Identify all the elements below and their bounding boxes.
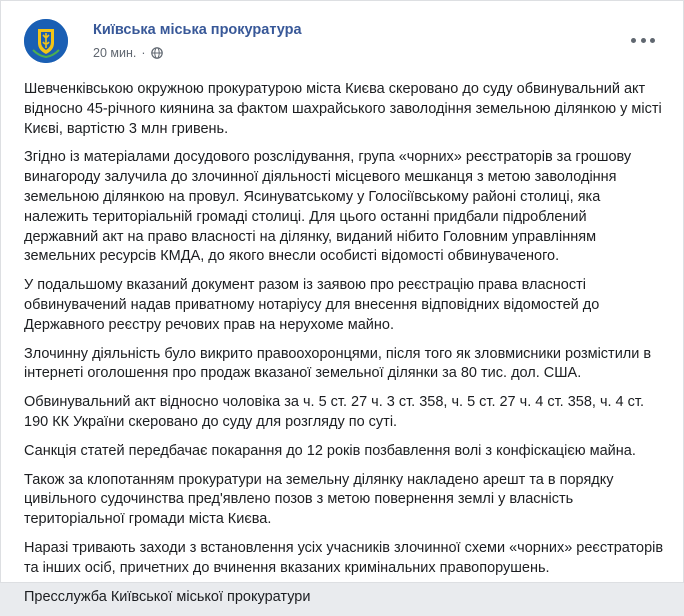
post-paragraph: Санкція статей передбачає покарання до 12 років позбавлення волі з конфіскацією майна. (24, 442, 636, 459)
post-paragraph: Також за клопотанням прокуратури на земельну ділянку накладено арешт та в порядку цивільного судочинства пред'явлено позов з метою повернення землі у власність територіальної громади міста Києва. (24, 471, 614, 528)
more-dot (650, 38, 655, 43)
post-paragraph: Згідно із матеріалами досудового розслідування, група «чорних» реєстраторів за грошову винагороду залучила до злочинної діяльності місцевого мешканця з метою заволодіння земельною ділянкою на провул. Ясинуватському у Голосіївському районі столиці, яка належить територіальній громаді столиці. Для цього останні придбали підроблений державний акт на право власності на ділянку, виданий нібито Головним управлінням земельних ресурсів КМДА, до якого внесли особисті відомості обвинуваченого. (24, 149, 632, 265)
post-meta (93, 46, 163, 60)
post-timestamp[interactable]: 20 мин. (93, 46, 137, 60)
page-name-link[interactable]: Київська міська прокуратура (93, 22, 302, 38)
post-paragraph: Обвинувальний акт відносно чоловіка за ч. 5 ст. 27 ч. 3 ст. 358, ч. 5 ст. 27 ч. 4 ст. 358, ч. 4 ст. 190 КК України скеровано до суду для розгляду по суті. (24, 394, 644, 430)
post-paragraph: Наразі тривають заходи з встановлення усіх учасників злочинної схеми «чорних» реєстраторів та інших осіб, причетних до вчинення вказаних кримінальних правопорушень. (24, 539, 664, 576)
more-options-icon[interactable] (631, 33, 655, 47)
post-body (24, 80, 664, 616)
post-paragraph: У подальшому вказаний документ разом із заявою про реєстрацію права власності обвинувачений надав приватному нотаріусу для внесення відповідних відомостей до Державного реєстру речових прав на нерухоме майно. (24, 277, 600, 333)
post-paragraph: Шевченківською окружною прокуратурою міста Києва скеровано до суду обвинувальний акт відносно 45-річного киянина за фактом шахрайського заволодіння земельною ділянкою у місті Києві, вартістю 3 млн гривень. (24, 81, 662, 137)
post-paragraph: Злочинну діяльність було викрито правоохоронцями, після того як зловмисники розмістили в інтернеті оголошення про продаж вказаної земельної ділянки за 80 тис. дол. США. (24, 345, 652, 382)
globe-icon[interactable] (151, 47, 163, 59)
page-avatar[interactable] (24, 19, 68, 63)
meta-separator: · (141, 46, 146, 60)
more-dot (641, 38, 646, 43)
post-signature: Пресслужба Київської міської прокуратури (24, 588, 311, 605)
post-header (24, 19, 663, 65)
more-dot (631, 38, 636, 43)
prosecutor-emblem-icon (24, 19, 68, 63)
